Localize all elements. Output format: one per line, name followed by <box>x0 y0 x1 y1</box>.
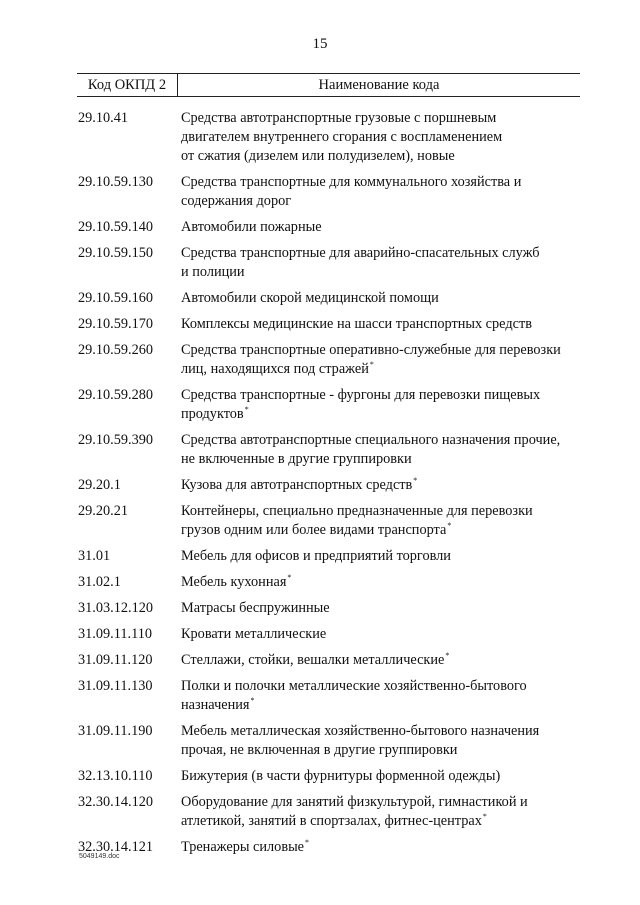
footnote-asterisk: * <box>244 405 249 414</box>
table-row <box>77 289 580 308</box>
row-name <box>181 315 580 334</box>
row-name-text: Бижутерия (в части фурнитуры форменной одежды) <box>181 768 501 784</box>
row-name <box>181 502 580 540</box>
table-row <box>77 315 580 334</box>
table-row <box>77 767 580 786</box>
footnote-asterisk: * <box>413 476 418 485</box>
table-row <box>77 109 580 166</box>
row-name-text: Кузова для автотранспортных средств <box>181 477 413 493</box>
row-name <box>181 651 580 670</box>
table-row <box>77 599 580 618</box>
row-code: 29.10.59.260 <box>78 342 154 358</box>
row-name <box>181 244 580 282</box>
row-name-line <box>181 521 580 540</box>
row-name-line <box>181 192 580 211</box>
row-code: 31.09.11.130 <box>78 678 153 694</box>
table-row <box>77 547 580 566</box>
row-name <box>181 109 580 166</box>
row-name-text: не включенные в другие группировки <box>181 451 412 467</box>
header-name: Наименование кода <box>318 77 440 93</box>
table-row <box>77 173 580 211</box>
row-name <box>181 573 580 592</box>
row-code: 29.10.59.160 <box>78 290 154 306</box>
table-row <box>77 573 580 592</box>
row-name-line <box>181 677 580 696</box>
row-code: 29.10.59.130 <box>78 174 154 190</box>
table-row <box>77 502 580 540</box>
row-name-line <box>181 147 580 166</box>
row-code: 29.10.59.280 <box>78 387 154 403</box>
row-name <box>181 722 580 760</box>
row-name-text: двигателем внутреннего сгорания с воспламенением <box>181 129 503 145</box>
row-name-line <box>181 651 580 670</box>
row-name-line <box>181 573 580 592</box>
row-code: 31.09.11.110 <box>78 626 152 642</box>
header-code: Код ОКПД 2 <box>77 74 178 96</box>
row-code: 31.02.1 <box>78 574 121 590</box>
footnote-asterisk: * <box>250 696 255 705</box>
row-name <box>181 767 580 786</box>
row-name-line <box>181 289 580 308</box>
row-name-text: Матрасы беспружинные <box>181 600 330 616</box>
row-name-line <box>181 599 580 618</box>
row-name-text: Комплексы медицинские на шасси транспортных средств <box>181 316 532 332</box>
row-name-line <box>181 547 580 566</box>
row-name-line <box>181 741 580 760</box>
table-row <box>77 244 580 282</box>
table-row <box>77 651 580 670</box>
footnote-asterisk: * <box>305 838 310 847</box>
row-name-text: Мебель для офисов и предприятий торговли <box>181 548 451 564</box>
row-name <box>181 793 580 831</box>
row-name-line <box>181 767 580 786</box>
row-name-text: Средства транспортные для коммунального хозяйства и <box>181 174 522 190</box>
row-name <box>181 289 580 308</box>
row-name <box>181 431 580 469</box>
row-code: 31.01 <box>78 548 111 564</box>
row-name-text: от сжатия (дизелем или полудизелем), новые <box>181 148 455 164</box>
table-row <box>77 838 580 857</box>
row-name-line <box>181 793 580 812</box>
row-name-text: Мебель кухонная <box>181 574 287 590</box>
row-code: 31.09.11.190 <box>78 723 153 739</box>
row-name-text: Средства транспортные для аварийно-спасательных служб <box>181 245 540 261</box>
row-code: 29.20.1 <box>78 477 121 493</box>
row-name-line <box>181 128 580 147</box>
table-row <box>77 625 580 644</box>
table-row <box>77 341 580 379</box>
row-name-line <box>181 263 580 282</box>
row-name-text: Контейнеры, специально предназначенные для перевозки <box>181 503 533 519</box>
row-code: 29.10.59.140 <box>78 219 154 235</box>
row-name-text: продуктов <box>181 406 244 422</box>
footnote-asterisk: * <box>369 360 374 369</box>
row-name-line <box>181 315 580 334</box>
table-row <box>77 476 580 495</box>
okpd-table <box>77 73 580 864</box>
row-name <box>181 677 580 715</box>
row-name <box>181 386 580 424</box>
footnote-asterisk: * <box>482 812 487 821</box>
row-name-line <box>181 360 580 379</box>
row-code: 29.10.59.170 <box>78 316 154 332</box>
row-name-text: Автомобили скорой медицинской помощи <box>181 290 439 306</box>
row-name-text: содержания дорог <box>181 193 292 209</box>
row-name-text: атлетикой, занятий в спортзалах, фитнес-центрах <box>181 813 482 829</box>
row-name-text: Средства автотранспортные грузовые с поршневым <box>181 110 497 126</box>
row-code: 32.13.10.110 <box>78 768 153 784</box>
row-name <box>181 218 580 237</box>
row-name-text: Кровати металлические <box>181 626 327 642</box>
table-row <box>77 218 580 237</box>
row-code: 32.30.14.121 <box>78 839 154 855</box>
row-name-text: Средства транспортные оперативно-служебные для перевозки <box>181 342 561 358</box>
row-name <box>181 341 580 379</box>
row-name-text: и полиции <box>181 264 245 280</box>
table-header <box>77 73 580 97</box>
page-number: 15 <box>312 36 328 52</box>
row-name <box>181 173 580 211</box>
row-name-text: прочая, не включенная в другие группировки <box>181 742 458 758</box>
row-name-text: Полки и полочки металлические хозяйственно-бытового <box>181 678 527 694</box>
table-body <box>77 97 580 857</box>
row-name-text: грузов одним или более видами транспорта <box>181 522 447 538</box>
row-code: 29.20.21 <box>78 503 129 519</box>
table-row <box>77 677 580 715</box>
row-name <box>181 625 580 644</box>
footnote-asterisk: * <box>447 521 452 530</box>
row-code: 32.30.14.120 <box>78 794 154 810</box>
row-name-line <box>181 625 580 644</box>
row-name-line <box>181 218 580 237</box>
table-row <box>77 386 580 424</box>
row-name-line <box>181 109 580 128</box>
row-code: 31.09.11.120 <box>78 652 153 668</box>
row-name-text: лиц, находящихся под стражей <box>181 361 369 377</box>
table-row <box>77 793 580 831</box>
row-name <box>181 599 580 618</box>
row-name-text: Стеллажи, стойки, вешалки металлические <box>181 652 445 668</box>
row-name-line <box>181 386 580 405</box>
row-name-line <box>181 812 580 831</box>
row-name-line <box>181 502 580 521</box>
row-name-line <box>181 838 580 857</box>
row-name-line <box>181 696 580 715</box>
row-name-text: Оборудование для занятий физкультурой, гимнастикой и <box>181 794 528 810</box>
row-name-text: Мебель металлическая хозяйственно-бытового назначения <box>181 723 540 739</box>
row-name-line <box>181 450 580 469</box>
row-name-text: Автомобили пожарные <box>181 219 322 235</box>
row-name-line <box>181 405 580 424</box>
table-row <box>77 722 580 760</box>
row-name <box>181 547 580 566</box>
row-name-text: Средства автотранспортные специального назначения прочие, <box>181 432 561 448</box>
row-name-line <box>181 431 580 450</box>
row-code: 29.10.59.150 <box>78 245 154 261</box>
document-filename: 5049149.doc <box>79 853 120 860</box>
row-name-line <box>181 476 580 495</box>
footnote-asterisk: * <box>287 573 292 582</box>
row-code: 29.10.41 <box>78 110 129 126</box>
row-name-line <box>181 244 580 263</box>
row-name-line <box>181 173 580 192</box>
row-name-text: Тренажеры силовые <box>181 839 305 855</box>
row-code: 31.03.12.120 <box>78 600 154 616</box>
table-row <box>77 431 580 469</box>
row-name-line <box>181 341 580 360</box>
row-name-text: Средства транспортные - фургоны для перевозки пищевых <box>181 387 541 403</box>
row-code: 29.10.59.390 <box>78 432 154 448</box>
row-name <box>181 838 580 857</box>
row-name <box>181 476 580 495</box>
footnote-asterisk: * <box>445 651 450 660</box>
row-name-text: назначения <box>181 697 250 713</box>
row-name-line <box>181 722 580 741</box>
